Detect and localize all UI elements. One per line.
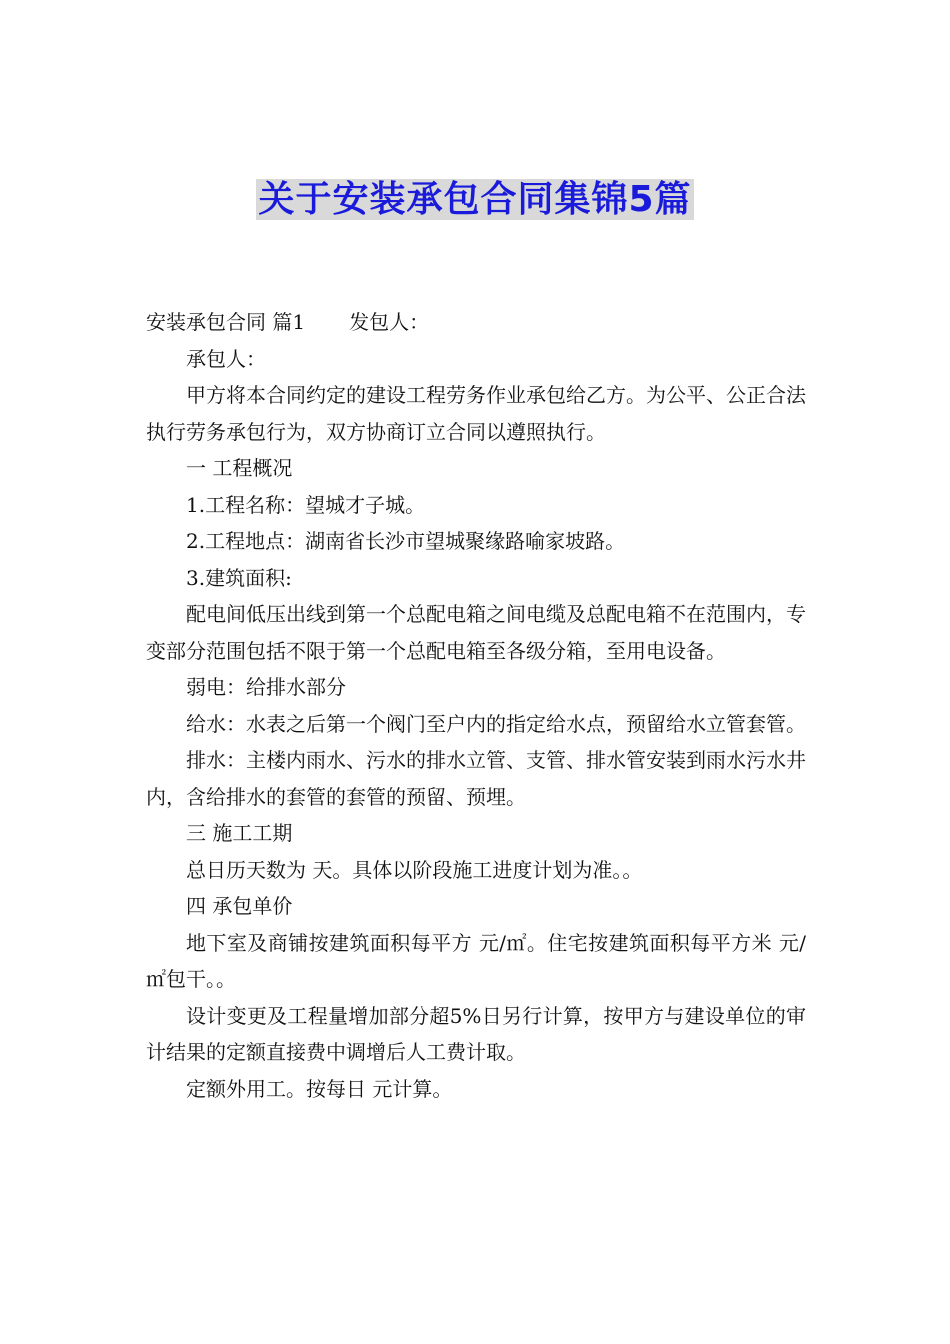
paragraph-unit-price: 地下室及商铺按建筑面积每平方 元/㎡。住宅按建筑面积每平方米 元/㎡包干。。: [146, 930, 806, 991]
document-title-block: [0, 176, 950, 224]
paragraph-water-supply: 给水：水表之后第一个阀门至户内的指定给水点，预留给水立管套管。: [186, 711, 806, 736]
section-schedule-heading: 三 施工工期: [186, 821, 293, 845]
paragraph-total-days: 总日历天数为 天。具体以阶段施工进度计划为准。。: [186, 857, 643, 882]
paragraph-project-name: 1.工程名称：望城才子城。: [186, 492, 426, 517]
paragraph-drainage: 排水：主楼内雨水、污水的排水立管、支管、排水管安装到雨水污水井内，含给排水的套管的套管的预留、预埋。: [146, 748, 806, 809]
paragraph-extra-labor: 定额外用工。按每日 元计算。: [186, 1076, 453, 1101]
first-line: [146, 304, 806, 341]
paragraph-power-distribution: 配电间低压出线到第一个总配电箱之间电缆及总配电箱不在范围内，专变部分范围包括不限于第一个总配电箱至各级分箱，至用电设备。: [146, 602, 806, 663]
paragraph-project-location: 2.工程地点：湖南省长沙市望城聚缘路喻家坡路。: [186, 529, 626, 553]
document-title: 关于安装承包合同集锦5篇: [258, 179, 692, 220]
paragraph-design-change: 设计变更及工程量增加部分超5%日另行计算，按甲方与建设单位的审计结果的定额直接费中调增后人工费计取。: [146, 1003, 806, 1064]
paragraph-intro: 甲方将本合同约定的建设工程劳务作业承包给乙方。为公平、公正合法执行劳务承包行为，双方协商订立合同以遵照执行。: [146, 383, 806, 444]
paragraph-building-area: 3.建筑面积:: [186, 565, 292, 590]
section-unit-price-heading: 四 承包单价: [186, 894, 293, 918]
section-heading: 安装承包合同 篇1: [146, 310, 306, 334]
contract-issuer-label: 发包人：: [349, 310, 430, 334]
paragraph-contractor: 承包人：: [186, 346, 266, 371]
paragraph-weak-current: 弱电：给排水部分: [186, 675, 346, 699]
section-overview-heading: 一 工程概况: [186, 456, 293, 480]
document-body: [146, 304, 806, 1107]
